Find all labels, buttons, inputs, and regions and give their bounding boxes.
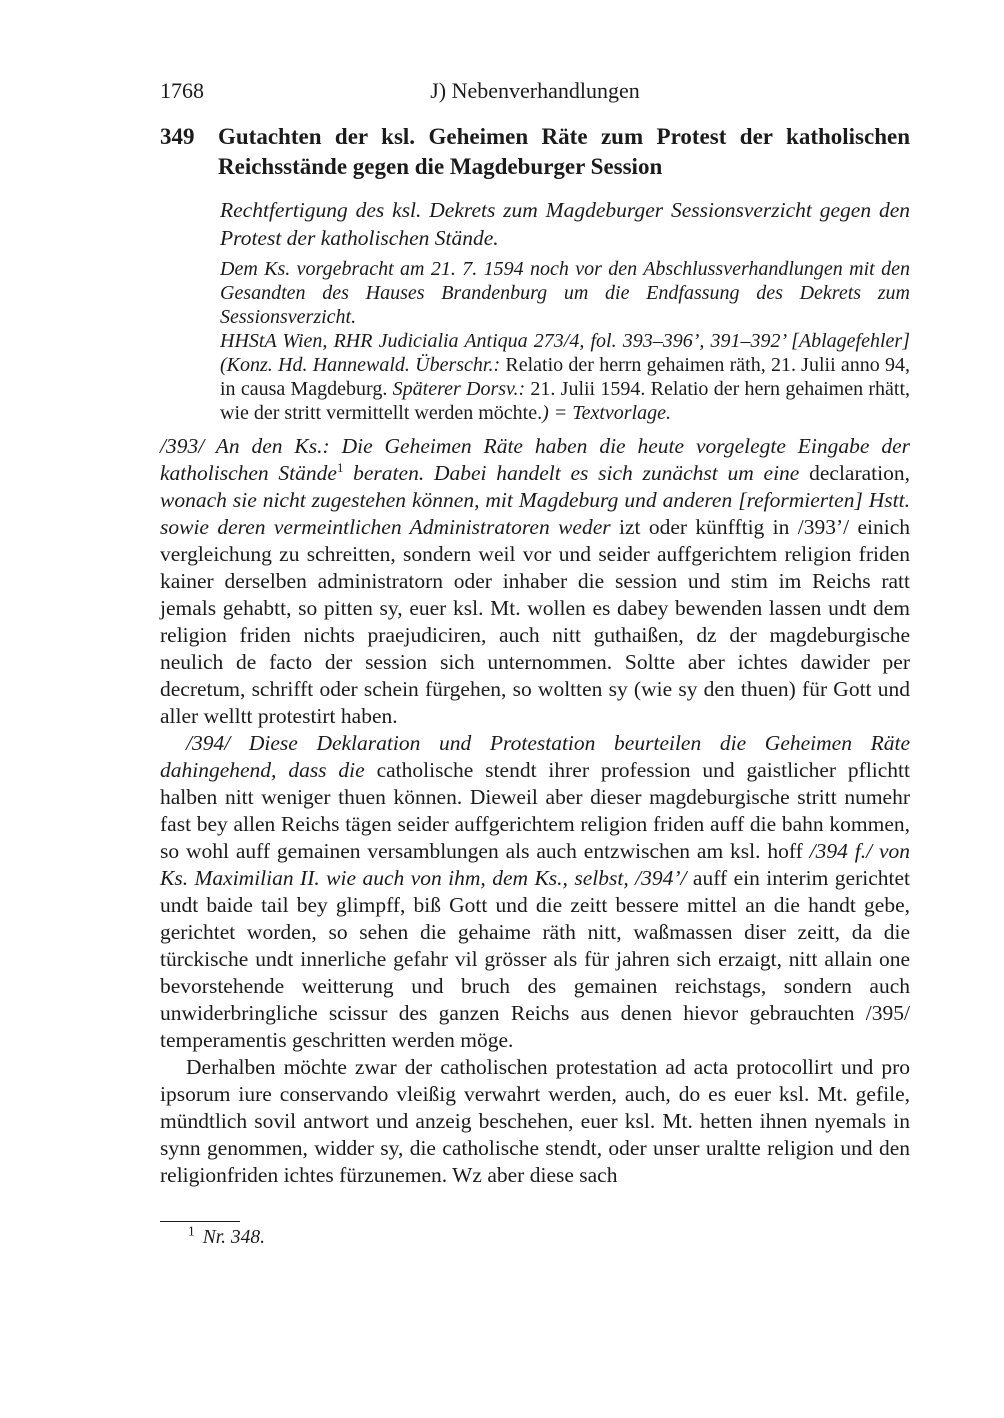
editorial-italic-text: /394/ Diese Deklaration und Protestation beurteilen die Geheimen Räte dahingehend, dass die: [160, 731, 910, 782]
regest-summary: Rechtfertigung des ksl. Dekrets zum Magdeburger Sessionsverzicht gegen den Protest der katholischen Stände.: [220, 198, 910, 250]
footnote-marker: 1: [188, 1223, 195, 1239]
page-content: [160, 78, 910, 1251]
transcribed-text: catholische stendt ihrer profession und gaistlicher pflichtt halben nitt weniger thuen können. Dieweil aber dieser magdeburgische stritt numehr fast bey allen Reichs tägen seider auffgerichtem religion friden auff die bahn kommen, so wohl auff gemainen versamblungen als auch entzwischen am ksl. hoff: [160, 758, 910, 863]
transcribed-text: auff ein interim gerichtet undt baide tail bey glimpff, biß Gott und die zeitt bessere mittel an die handt gebe, gerichtet worden, so sehen die gehaime räth nitt, waßmassen diser zeitt, da die türckische undt innerliche gefahr vil grösser als für jahren sich erzaigt, nitt allain one bevorstehende weitterung und bruch des gemainen reichstags, sondern auch unwiderbringliche scissur des ganzen Reichs aus denen hievor gebrauchten /395/ temperamentis geschritten werden möge.: [160, 866, 911, 1052]
entry-number: 349: [160, 124, 195, 149]
running-header: [160, 78, 910, 104]
body-paragraph-2: [160, 730, 910, 1054]
footnote-reference: 1: [336, 460, 344, 475]
editorial-italic-text: /394 f./ von Ks. Maximilian II. wie auch von ihm, dem Ks., selbst, /394’/: [160, 839, 910, 890]
entry-heading: [160, 122, 910, 182]
footnote-area: [160, 1221, 910, 1251]
transcribed-text: izt oder künfftig in /393’/ einich vergleichung zu schreitten, sondern weil vor und seider auffgerichtem religion friden kainer derselben administratorn oder inhaber die session und stim im Reichs ratt jemals gehabtt, so pitten sy, euer ksl. Mt. wollen es dabey bewenden lassen undt dem religion friden nichts praejudiciren, auch nitt guthaißen, dz der magdeburgische neulich de facto der session sich unternommen. Soltte aber ichtes dawider per decretum, schrifft oder schein fürgehen, so woltten sy (wie sy den thuen) für Gott und aller welltt protestirt haben.: [160, 515, 910, 728]
page-number: 1768: [160, 78, 204, 103]
transcribed-text: declaration,: [809, 461, 910, 485]
transcribed-text: Relatio der herrn gehaimen räth, 21. Julii anno 94, in causa Magdeburg.: [220, 354, 910, 400]
editorial-italic-text: Späterer Dorsv.:: [392, 378, 531, 400]
editorial-italic-text: wonach sie nicht zugestehen können, mit Magdeburg und anderen [reformierten] Hstt. sowie deren vermeintlichen Administratoren weder: [160, 488, 910, 539]
body-paragraph-1: [160, 433, 910, 730]
presentation-note: Dem Ks. vorgebracht am 21. 7. 1594 noch vor den Abschlussverhandlungen mit den Gesandten des Hauses Brandenburg um die Endfassung des Dekrets zum Sessionsverzicht.: [220, 258, 910, 328]
body-paragraph-3: [160, 1054, 910, 1189]
document-body: [160, 433, 910, 1189]
running-head-title: J) Nebenverhandlungen: [430, 78, 640, 103]
editorial-italic-text: ) = Textvorlage.: [542, 402, 671, 424]
transcribed-text: 21. Julii 1594. Relatio der hern gehaimen rhätt, wie der stritt vermittellt werden möchte.: [220, 378, 910, 424]
entry-title: Gutachten der ksl. Geheimen Räte zum Protest der katholischen Reichsstände gegen die Magdeburger Session: [218, 124, 910, 179]
footnote-1: [160, 1225, 910, 1251]
editorial-italic-text: beraten. Dabei handelt es sich zunächst um eine: [343, 461, 810, 485]
transcribed-text: Derhalben möchte zwar der catholischen protestation ad acta protocollirt und pro ipsorum iure conservando vleißig verwahrt werden, auch, do es euer ksl. Mt. gefile, mündtlich sovil antwort und anzeig beschehen, euer ksl. Mt. hetten ihnen nyemals in synn genommen, widder sy, die catholische stendt, oder unser uraltte religion und den religionfriden ichtes fürzunemen. Wz aber diese sach: [160, 1055, 910, 1187]
source-note: [220, 329, 910, 425]
footnote-text: Nr. 348.: [202, 1227, 266, 1248]
footnote-separator-rule: [160, 1221, 240, 1222]
editorial-italic-text: HHStA Wien, RHR Judicialia Antiqua 273/4, fol. 393–396’, 391–392’ [Ablagefehler] (Konz. Hd. Hannewald. Überschr.:: [220, 330, 910, 376]
editorial-italic-text: /393/ An den Ks.: Die Geheimen Räte haben die heute vorgelegte Eingabe der katholischen Stände: [160, 434, 910, 485]
